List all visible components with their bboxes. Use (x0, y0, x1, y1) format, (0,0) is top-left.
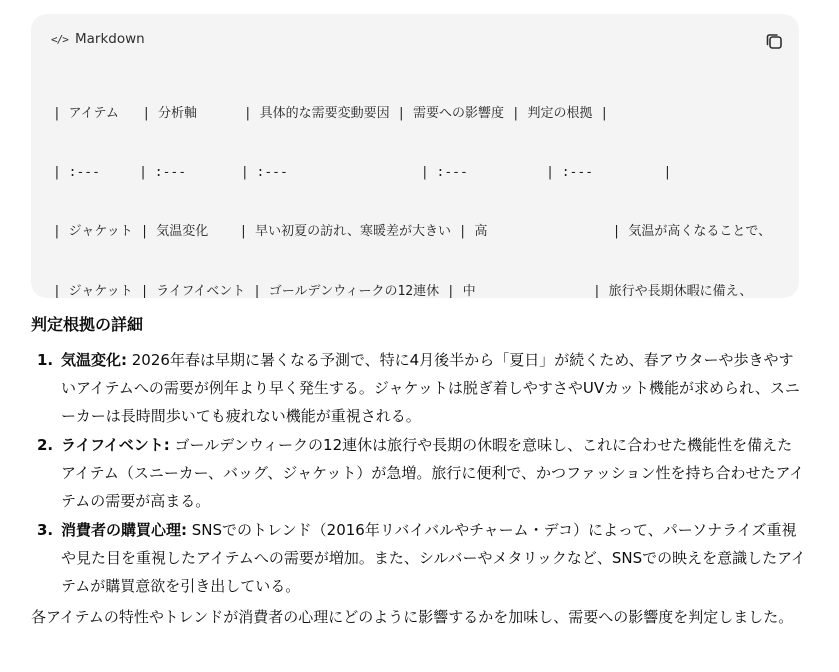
code-line: | :--- | :--- | :--- | :--- | :--- | (53, 164, 672, 180)
summary-paragraph: 各アイテムの特性やトレンドが消費者の心理にどのように影響するかを加味し、需要への影響度を判定しました。 (31, 608, 794, 626)
code-block (31, 14, 799, 298)
list-item (31, 431, 806, 515)
list-heading: 消費者の購買心理: (61, 521, 187, 539)
code-content (31, 64, 799, 298)
list-number: 2. (37, 436, 54, 454)
section-title: 判定根拠の詳細 (31, 315, 144, 334)
code-language-label: Markdown (75, 31, 145, 47)
list-number: 1. (37, 351, 54, 369)
list-heading: ライフイベント: (61, 436, 170, 454)
code-line: | ジャケット | ライフイベント | ゴールデンウィークの12連休 | 中 | 旅行や長期休暇に備え、 (53, 283, 753, 298)
list-item (31, 346, 806, 430)
list-text: 2026年春は早期に暑くなる予測で、特に4月後半から「夏日」が続くため、春アウターや歩きやすいアイテムへの需要が例年より早く発生する。ジャケットは脱ぎ着しやすさやUVカット機能が求められ、スニーカーは長時間歩いても疲れない機能が重視される。 (61, 351, 800, 425)
list-item (31, 516, 806, 600)
code-line: | ジャケット | 気温変化 | 早い初夏の訪れ、寒暖差が大きい | 高 | 気温が高くなることで、 (53, 224, 772, 240)
code-line: | アイテム | 分析軸 | 具体的な需要変動要因 | 需要への影響度 | 判定の根拠 | (53, 105, 609, 121)
detail-list (31, 346, 806, 601)
code-icon: </> (51, 32, 68, 46)
list-number: 3. (37, 521, 54, 539)
list-heading: 気温変化: (61, 351, 127, 369)
copy-icon (763, 30, 785, 52)
list-text: SNSでのトレンド（2016年リバイバルやチャーム・デコ）によって、パーソナライズ重視や見た目を重視したアイテムへの需要が増加。また、シルバーやメタリックなど、SNSでの映えを意識したアイテムが購買意欲を引き出している。 (61, 521, 806, 595)
code-block-header (31, 14, 799, 64)
list-text: ゴールデンウィークの12連休は旅行や長期の休暇を意味し、これに合わせた機能性を備えたアイテム（スニーカー、バッグ、ジャケット）が急増。旅行に便利で、かつファッション性を持ち合わせたアイテムの需要が高まる。 (61, 436, 805, 510)
copy-button[interactable] (763, 30, 785, 52)
